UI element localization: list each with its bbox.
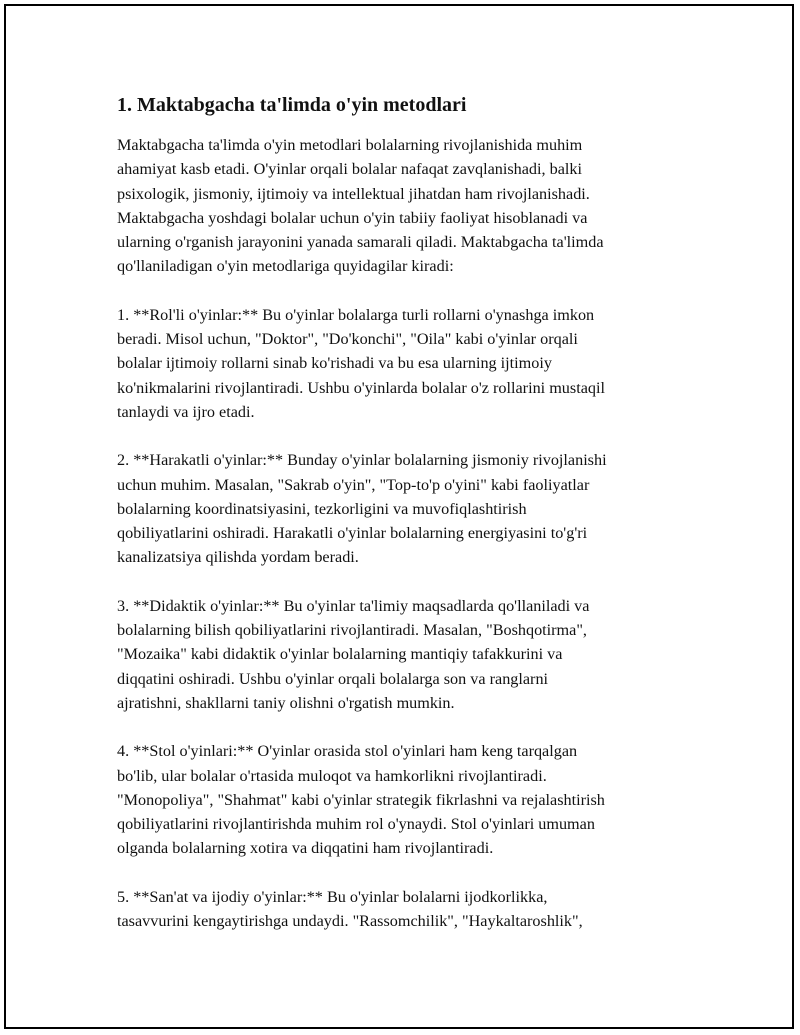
paragraph-intro: Maktabgacha ta'limda o'yin metodlari bolalarning rivojlanishida muhim ahamiyat kasb etadi. O'yinlar orqali bolalar nafaqat zavqlanishadi, balki psixologik, jismoniy, ijtimoiy va intellektual jihatdan ham rivojlanishadi. Maktabgacha yoshdagi bolalar uchun o'yin tabiiy faoliyat hisoblanadi va ularning o'rganish jarayonini yanada samarali qiladi. Maktabgacha ta'limda qo'llaniladigan o'yin metodlariga quyidagilar kiradi:: [117, 136, 604, 276]
paragraph-didactic-games: 3. **Didaktik o'yinlar:** Bu o'yinlar ta'limiy maqsadlarda qo'llaniladi va bolalarning bilish qobiliyatlarini rivojlantiradi. Masalan, "Boshqotirma", "Mozaika" kabi didaktik o'yinlar bolalarning mantiqiy tafakkurini va diqqatini oshiradi. Ushbu o'yinlar orqali bolalarga son va ranglarni ajratishni, shakllarni taniy olishni o'rgatish mumkin.: [117, 596, 590, 712]
paragraph-role-play-games: 1. **Rol'li o'yinlar:** Bu o'yinlar bolalarga turli rollarni o'ynashga imkon beradi. Misol uchun, "Doktor", "Do'konchi", "Oila" kabi o'yinlar orqali bolalar ijtimoiy rollarni sinab ko'rishadi va bu esa ularning ijtimoiy ko'nikmalarini rivojlantiradi. Ushbu o'yinlarda bolalar o'z rollarini mustaqil tanlaydi va ijro etadi.: [117, 305, 605, 421]
paragraph-art-creative-games: 5. **San'at va ijodiy o'yinlar:** Bu o'yinlar bolalarni ijodkorlikka, tasavvurini kengaytirishga undaydi. "Rassomchilik", "Haykaltaroshlik",: [117, 887, 583, 931]
document-body: [117, 92, 687, 957]
paragraph-movement-games: 2. **Harakatli o'yinlar:** Bunday o'yinlar bolalarning jismoniy rivojlanishi uchun muhim. Masalan, "Sakrab o'yin", "Top-to'p o'yini" kabi faoliyatlar bolalarning koordinatsiyasini, tezkorligini va muvofiqlashtirish qobiliyatlarini oshiradi. Harakatli o'yinlar bolalarning energiyasini to'g'ri kanalizatsiya qilishda yordam beradi.: [117, 451, 607, 567]
paragraph-board-games: 4. **Stol o'yinlari:** O'yinlar orasida stol o'yinlari ham keng tarqalgan bo'lib, ular bolalar o'rtasida muloqot va hamkorlikni rivojlantiradi. "Monopoliya", "Shahmat" kabi o'yinlar strategik fikrlashni va rejalashtirish qobiliyatlarini rivojlantirishda muhim rol o'ynaydi. Stol o'yinlari umuman olganda bolalarning xotira va diqqatini ham rivojlantiradi.: [117, 742, 605, 858]
document-title: 1. Maktabgacha ta'limda o'yin metodlari: [117, 94, 467, 116]
